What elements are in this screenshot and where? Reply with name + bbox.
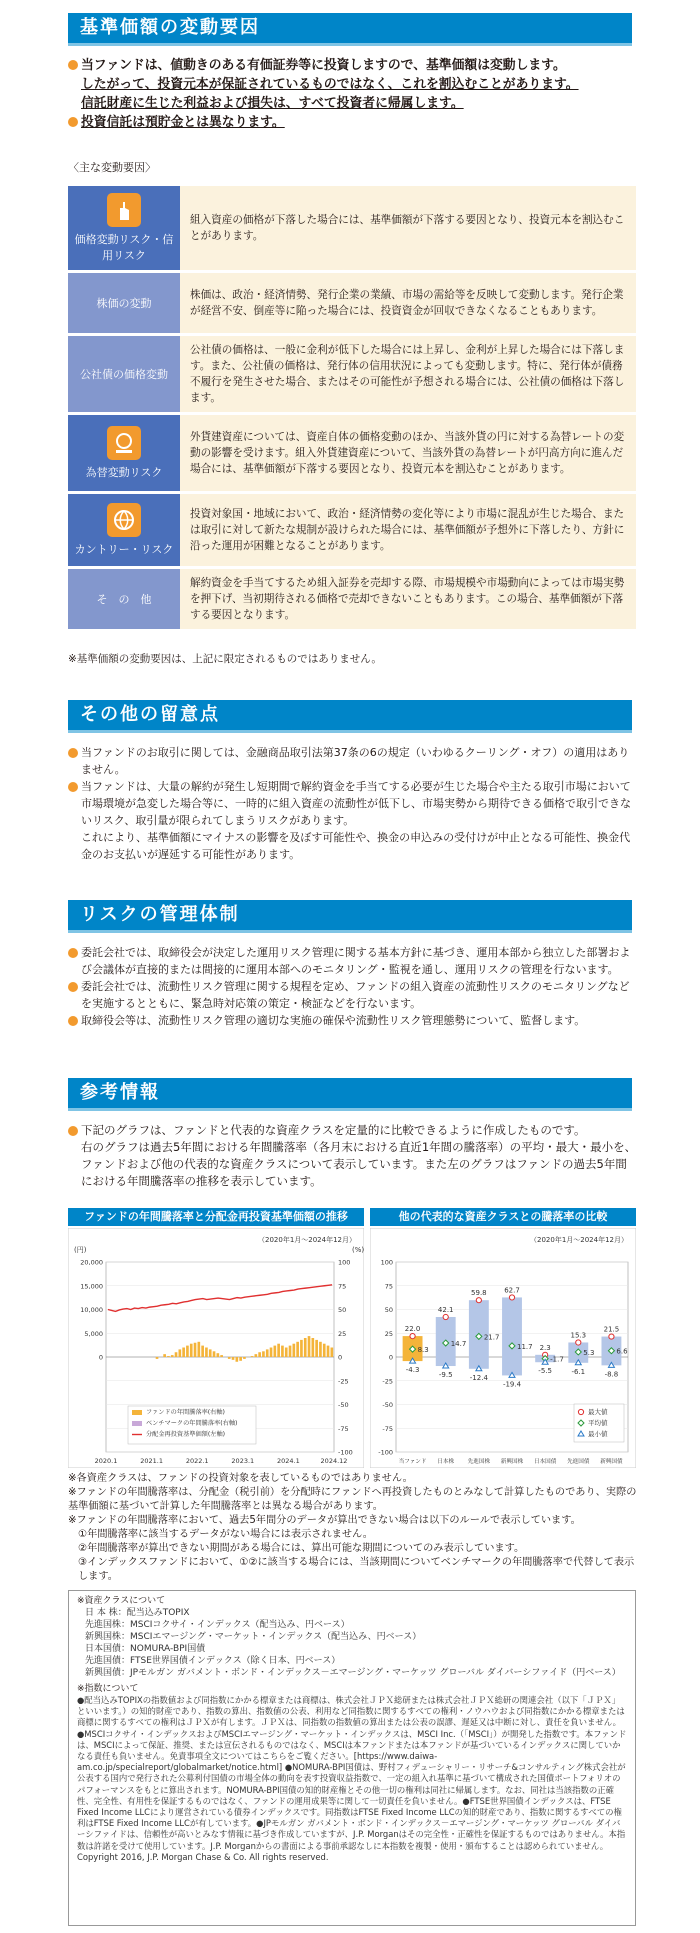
section-title-risk-management: リスクの管理体制 xyxy=(68,900,632,930)
fund-return-bar xyxy=(315,1340,318,1357)
reference-bullets xyxy=(68,1122,638,1190)
fund-return-bar xyxy=(198,1342,201,1357)
chart-note: ①年間騰落率に該当するデータがない場合には表示されません。 xyxy=(78,1529,373,1540)
y-tick-label: -50 xyxy=(382,1401,393,1409)
fund-return-bar xyxy=(319,1342,322,1357)
category-label: 日本国債 xyxy=(533,1459,557,1465)
chart-period: （2020年1月～2024年12月） xyxy=(530,1236,628,1244)
max-label: 15.3 xyxy=(570,1331,587,1340)
max-marker xyxy=(509,1295,514,1300)
fund-return-bar xyxy=(331,1348,334,1358)
fluctuation-bullets xyxy=(68,56,638,132)
bullet-text: したがって、投資元本が保証されているものではなく、これを割込むことがあります。 xyxy=(81,77,579,92)
fund-return-bar xyxy=(327,1346,330,1357)
fund-return-bar xyxy=(296,1342,299,1357)
x-tick-label: 2024.1 xyxy=(277,1457,300,1465)
min-label: -4.3 xyxy=(405,1366,420,1375)
asset-class-heading: ※資産クラスについて xyxy=(77,1596,166,1606)
risk-description: 組入資産の価格が下落した場合には、基準価額が下落する要因となり、投資元本を割込むことがあります。 xyxy=(180,186,636,270)
y-tick-label: -100 xyxy=(378,1448,393,1457)
right-tick-label: -75 xyxy=(338,1424,349,1433)
avg-label: 11.7 xyxy=(517,1342,533,1351)
max-marker xyxy=(443,1314,448,1319)
max-marker xyxy=(410,1334,415,1339)
fund-return-bar xyxy=(213,1351,216,1357)
fund-return-bar xyxy=(209,1349,212,1357)
legend-swatch xyxy=(132,1410,142,1415)
right-axis-unit: (%) xyxy=(352,1246,364,1254)
legend-label: ファンドの年間騰落率(右軸) xyxy=(146,1409,225,1416)
left-tick-label: 20,000 xyxy=(80,1258,103,1267)
right-tick-label: 25 xyxy=(338,1329,347,1338)
y-tick-label: 50 xyxy=(384,1306,393,1314)
chart-note: ※各資産クラスは、ファンドの投資対象を表しているものではありません。 xyxy=(68,1473,413,1484)
right-chart-title: 他の代表的な資産クラスとの騰落率の比較 xyxy=(370,1208,636,1226)
fund-return-bar xyxy=(308,1336,311,1357)
fund-return-bar xyxy=(201,1346,204,1357)
risk-label: 為替変動リスク xyxy=(68,415,180,491)
risk-label: 公社債の価格変動 xyxy=(68,336,180,412)
fund-return-bar xyxy=(255,1354,258,1357)
category-label: 当ファンド xyxy=(398,1459,427,1465)
category-label: 日本株 xyxy=(437,1459,455,1465)
fund-return-bar xyxy=(167,1356,170,1357)
bullet-text: 委託会社では、取締役会が決定した運用リスク管理に関する基本方針に基づき、運用本部から独立した部署および会議体が直接的または間接的に運用本部へのモニタリング・監視を通し、運用リスクの管理を行ないます。 xyxy=(68,944,638,978)
legend-label: 最小値 xyxy=(588,1430,608,1438)
fund-return-bar xyxy=(300,1340,303,1357)
risk-description: 投資対象国・地域において、政治・経済情勢の変化等により市場に混乱が生じた場合、または取引に対して新たな規制が設けられた場合には、基準価額が予想外に下落したり、方針に沿った運用が困難となることがあります。 xyxy=(180,494,636,566)
y-tick-label: 100 xyxy=(380,1258,393,1267)
right-tick-label: 100 xyxy=(338,1258,351,1267)
chart-note: ※ファンドの年間騰落率は、分配金（税引前）を分配時にファンドへ再投資したものとみなして計算したものであり、実際の基準価額に基づいて計算した年間騰落率とは異なる場合があります。 xyxy=(68,1487,637,1512)
risk-description: 解約資金を手当てするため組入証券を売却する際、市場規模や市場動向によっては市場実勢を押下げ、当初期待される価格で売却できないこともあります。この場合、基準価額が下落する要因となります。 xyxy=(180,569,636,629)
fund-return-bar xyxy=(220,1355,223,1357)
bullet-text: 取締役会等は、流動性リスク管理の適切な実施の確保や流動性リスク管理態勢について、監督します。 xyxy=(68,1012,638,1029)
asset-comparison-chart xyxy=(370,1228,636,1468)
risk-description: 株価は、政治・経済情勢、発行企業の業績、市場の需給等を反映して変動します。発行企業が経営不安、倒産等に陥った場合には、投資資金が回収できなくなることもあります。 xyxy=(180,273,636,333)
right-tick-label: -50 xyxy=(338,1401,349,1409)
bullet-text: 委託会社では、流動性リスク管理に関する規程を定め、ファンドの組入資産の流動性リスクのモニタリングなどを実施するとともに、緊急時対応策の策定・検証などを行ないます。 xyxy=(68,978,638,1012)
fund-return-bar xyxy=(205,1348,208,1358)
chart-period: （2020年1月～2024年12月） xyxy=(258,1236,356,1244)
fund-return-chart xyxy=(68,1228,364,1468)
fund-return-bar xyxy=(179,1349,182,1357)
min-label: -12.4 xyxy=(469,1373,488,1382)
chart-note: ※ファンドの年間騰落率において、過去5年間分のデータが算出できない場合は以下のルールで表示しています。 xyxy=(68,1515,581,1526)
left-tick-label: 0 xyxy=(98,1353,103,1362)
fund-return-bar xyxy=(163,1354,166,1357)
fund-return-bar xyxy=(171,1355,174,1357)
risk-label: 株価の変動 xyxy=(68,273,180,333)
legend-marker xyxy=(578,1409,583,1414)
min-label: -6.1 xyxy=(571,1367,586,1376)
right-tick-label: 75 xyxy=(338,1282,347,1291)
left-tick-label: 15,000 xyxy=(80,1282,103,1291)
fund-return-bar xyxy=(194,1343,197,1357)
chart-note: ②年間騰落率が算出できない期間がある場合には、算出可能な期間についてのみ表示しています。 xyxy=(78,1543,525,1554)
category-label: 先進国株 xyxy=(467,1459,491,1465)
max-label: 59.8 xyxy=(471,1289,487,1298)
risk-row xyxy=(68,569,636,629)
y-tick-label: -75 xyxy=(382,1424,393,1433)
right-tick-label: 0 xyxy=(338,1353,343,1362)
avg-label: 6.6 xyxy=(616,1347,628,1356)
fund-return-bar xyxy=(277,1344,280,1357)
bullet-text: 当ファンドは、大量の解約が発生し短期間で解約資金を手当てする必要が生じた場合や主たる取引市場において市場環境が急変した場合等に、一時的に組入資産の流動性が低下し、市場実勢から期待できる価格で取引できないリスク、取引量が限られてしまうリスクがあります。 xyxy=(68,778,638,829)
bullet-text: 信託財産に生じた利益および損失は、すべて投資者に帰属します。 xyxy=(81,96,464,111)
max-label: 2.3 xyxy=(539,1343,551,1352)
fund-return-bar xyxy=(182,1348,185,1358)
fund-return-bar xyxy=(293,1344,296,1357)
x-tick-label: 2021.1 xyxy=(140,1457,163,1465)
min-label: -5.5 xyxy=(538,1367,552,1376)
legend-label: ベンチマークの年間騰落率(右軸) xyxy=(146,1420,238,1427)
y-tick-label: 25 xyxy=(384,1329,393,1338)
max-marker xyxy=(476,1298,481,1303)
avg-label: 8.3 xyxy=(417,1346,429,1355)
bullet-text: 投資信託は預貯金とは異なります。 xyxy=(68,113,638,132)
fund-return-bar xyxy=(228,1357,231,1359)
asset-class-line: 日 本 株：配当込みTOPIX xyxy=(85,1608,190,1618)
avg-label: 14.7 xyxy=(450,1340,467,1349)
fund-return-bar xyxy=(281,1346,284,1357)
fund-return-bar xyxy=(190,1344,193,1357)
bullet-text: 当ファンドのお取引に関しては、金融商品取引法第37条の6の規定（いわゆるクーリング・オフ）の適用はありません。 xyxy=(68,744,638,778)
fund-return-bar xyxy=(258,1352,261,1357)
chart-notes xyxy=(68,1472,638,1584)
left-axis-unit: (円) xyxy=(74,1246,87,1254)
legend-swatch xyxy=(132,1421,142,1426)
risk-description: 公社債の価格は、一般に金利が低下した場合には上昇し、金利が上昇した場合には下落します。また、公社債の価格は、発行体の信用状況によっても変動します。特に、発行体が債務不履行を発生させた場合、またはその可能性が予想される場合には、公社債の価格は下落します。 xyxy=(180,336,636,412)
max-label: 62.7 xyxy=(504,1286,520,1295)
index-heading: ※指数について xyxy=(77,1684,139,1694)
asset-class-line: 日本国債：NOMURA-BPI国債 xyxy=(85,1644,206,1654)
x-tick-label: 2020.1 xyxy=(94,1457,118,1465)
fund-return-bar xyxy=(175,1352,178,1357)
fund-return-bar xyxy=(251,1356,254,1357)
x-tick-label: 2024.12 xyxy=(320,1457,348,1465)
avg-label: 21.7 xyxy=(483,1333,500,1342)
risk-description: 外貨建資産については、資産自体の価格変動のほか、当該外貨の円に対する為替レートの変動の影響を受けます。組入外貨建資産について、当該外貨の為替レートが円高方向に進んだ場合には、基準価額が下落する要因となり、投資元本を割込むことがあります。 xyxy=(180,415,636,491)
sub-heading: 〈主な変動要因〉 xyxy=(68,161,156,174)
legend-label: 平均値 xyxy=(588,1419,608,1427)
fund-return-bar xyxy=(186,1346,189,1357)
right-tick-label: 50 xyxy=(338,1306,347,1314)
section-title-fluctuation: 基準価額の変動要因 xyxy=(68,13,632,43)
other-notes-bullets xyxy=(68,744,638,863)
avg-label: 5.3 xyxy=(583,1348,595,1357)
index-disclaimer: ●配当込みTOPIXの指数値および同指数にかかる標章または商標は、株式会社ＪＰＸ総研または株式会社ＪＰＸ総研の関連会社（以下「ＪＰＸ」といいます。）の知的財産であり、指数の算出、指数値の公表、利用など同指数に関するすべての権利・ノウハウおよび同指数にかかる標章または商標に関するすべての権利はＪＰＸが有します。ＪＰＸは、同指数の指数値の算出または公表の誤謬、遅延又は中断に対し、責任を負いません。●MSCIコクサイ・インデックスおよびMSCIエマージング・マーケット・インデックスは、MSCI Inc.（「MSCI」）が開発した指数です。本ファンドは、MSCIによって保証、推奨、または宣伝されるものではなく、MSCIは本ファンドまたは本ファンドが基づいているインデックスに関していかなる責任も負いません。免責事項全文についてはこちらをご覧ください。[https://www.daiwa-am.co.jp/specialreport/globalmarket/notice.html] ●NOMURA-BPI国債は、野村フィデューシャリー・リサーチ&コンサルティング株式会社が公表する国内で発行された公募利付国債の市場全体の動向を表す投資収益指数で、一定の組入れ基準に基づいて構成された国債ポートフォリオのパフォーマンスをもとに算出されます。NOMURA-BPI国債の知的財産権とその他一切の権利は同社に帰属します。なお、同社は当該指数の正確性、完全性、有用性を保証するものではなく、ファンドの運用成果等に関して一切責任を負いません。●FTSE世界国債インデックスは、FTSE Fixed Income LLCにより運営されている債券インデックスです。同指数はFTSE Fixed Income LLCの知的財産であり、指数に関するすべての権利はFTSE Fixed Income LLCが有しています。●JPモルガン ガバメント・ボンド・インデックス－エマージング・マーケッツ グローバル ダイバーシファイドは、信頼性が高いとみなす情報に基づき作成していますが、J.P. Morganはその完全性・正確性を保証するものではありません。本指数は許諾を受けて使用しています。J.P. Morganからの書面による事前承認なしに本指数を複製・使用・頒布することは認められていません。Copyright 2016, J.P. Morgan Chase & Co. All rights reserved. xyxy=(77,1695,627,1862)
x-tick-label: 2022.1 xyxy=(185,1457,209,1465)
risk-row xyxy=(68,186,636,270)
min-label: -8.8 xyxy=(604,1370,619,1379)
fund-return-bar xyxy=(270,1348,273,1358)
asset-class-line: 新興国債：JPモルガン ガバメント・ボンド・インデックス－エマージング・マーケッツ グローバル ダイバーシファイド（円ベース） xyxy=(85,1668,621,1678)
fund-return-bar xyxy=(289,1346,292,1357)
globe-icon xyxy=(107,503,141,537)
asset-class-line: 先進国株：MSCIコクサイ・インデックス（配当込み、円ベース） xyxy=(85,1620,350,1630)
fund-return-bar xyxy=(243,1357,246,1359)
left-tick-label: 5,000 xyxy=(84,1329,103,1338)
risk-label: カントリー・リスク xyxy=(68,494,180,566)
fund-return-bar xyxy=(262,1351,265,1357)
min-label: -19.4 xyxy=(502,1380,522,1389)
asset-class-line: 新興国株：MSCIエマージング・マーケット・インデックス（配当込み、円ベース） xyxy=(85,1632,422,1642)
bullet-text: 当ファンドは、値動きのある有価証券等に投資しますので、基準価額は変動します。 xyxy=(68,56,638,75)
section-title-reference: 参考情報 xyxy=(68,1078,632,1108)
fund-return-bar xyxy=(156,1357,159,1359)
max-marker xyxy=(609,1334,614,1339)
max-marker xyxy=(576,1340,581,1345)
category-label: 新興国債 xyxy=(600,1459,623,1465)
range-bar xyxy=(502,1297,522,1375)
bullet-text: これにより、基準価額にマイナスの影響を及ぼす可能性や、換金の申込みの受付けが中止となる可能性、換金代金のお支払いが遅延する可能性があります。 xyxy=(81,831,631,861)
risk-table xyxy=(68,183,636,632)
risk-row xyxy=(68,336,636,412)
risk-management-bullets xyxy=(68,944,638,1029)
asset-class-list xyxy=(77,1607,627,1679)
risk-row xyxy=(68,273,636,333)
fund-return-bar xyxy=(236,1357,239,1362)
left-chart-title: ファンドの年間騰落率と分配金再投資基準価額の推移 xyxy=(68,1208,364,1226)
max-label: 21.5 xyxy=(603,1325,620,1334)
fund-return-bar xyxy=(239,1357,242,1361)
fund-return-bar xyxy=(285,1348,288,1358)
chart-note: ③インデックスファンドにおいて、①②に該当する場合には、当該期間についてベンチマークの年間騰落率で代替して表示します。 xyxy=(78,1557,635,1582)
right-tick-label: -100 xyxy=(338,1448,353,1457)
y-tick-label: 75 xyxy=(384,1282,393,1291)
right-tick-label: -25 xyxy=(338,1377,349,1386)
y-tick-label: -25 xyxy=(382,1377,393,1386)
legend-label: 最大値 xyxy=(588,1408,608,1416)
category-label: 新興国株 xyxy=(500,1459,524,1465)
index-reference-box xyxy=(68,1590,636,1926)
min-label: -9.5 xyxy=(438,1371,453,1380)
category-label: 先進国債 xyxy=(567,1459,590,1465)
fund-return-bar xyxy=(266,1349,269,1357)
fluctuation-note: ※基準価額の変動要因は、上記に限定されるものではありません。 xyxy=(68,653,382,665)
fund-return-bar xyxy=(217,1353,220,1357)
bullet-text: 下記のグラフは、ファンドと代表的な資産クラスを定量的に比較できるように作成したものです。 xyxy=(68,1122,638,1139)
y-tick-label: 0 xyxy=(388,1353,393,1362)
price-hand-icon xyxy=(107,193,141,227)
fund-return-bar xyxy=(232,1357,235,1360)
fund-return-bar xyxy=(312,1338,315,1357)
asset-class-line: 先進国債：FTSE世界国債インデックス（除く日本、円ベース） xyxy=(85,1656,341,1666)
risk-row xyxy=(68,494,636,566)
risk-label: 価格変動リスク・信用リスク xyxy=(68,186,180,270)
fund-return-bar xyxy=(323,1344,326,1357)
avg-label: -1.7 xyxy=(550,1355,564,1364)
x-tick-label: 2023.1 xyxy=(231,1457,255,1465)
legend-label: 分配金再投資基準価額(左軸) xyxy=(146,1431,226,1438)
left-tick-label: 10,000 xyxy=(80,1306,103,1314)
risk-label: そ の 他 xyxy=(68,569,180,629)
fund-return-bar xyxy=(274,1346,277,1357)
section-title-other-notes: その他の留意点 xyxy=(68,700,632,730)
fund-return-bar xyxy=(304,1338,307,1357)
currency-exchange-icon xyxy=(107,426,141,460)
bullet-text: 右のグラフは過去5年間における年間騰落率（各月末における直近1年間の騰落率）の平均・最大・最小を、ファンドおよび他の代表的な資産クラスについて表示しています。また左のグラフはファンドの過去5年間における年間騰落率の推移を表示しています。 xyxy=(81,1140,637,1188)
max-label: 42.1 xyxy=(437,1306,454,1315)
max-label: 22.0 xyxy=(404,1325,421,1334)
risk-row xyxy=(68,415,636,491)
